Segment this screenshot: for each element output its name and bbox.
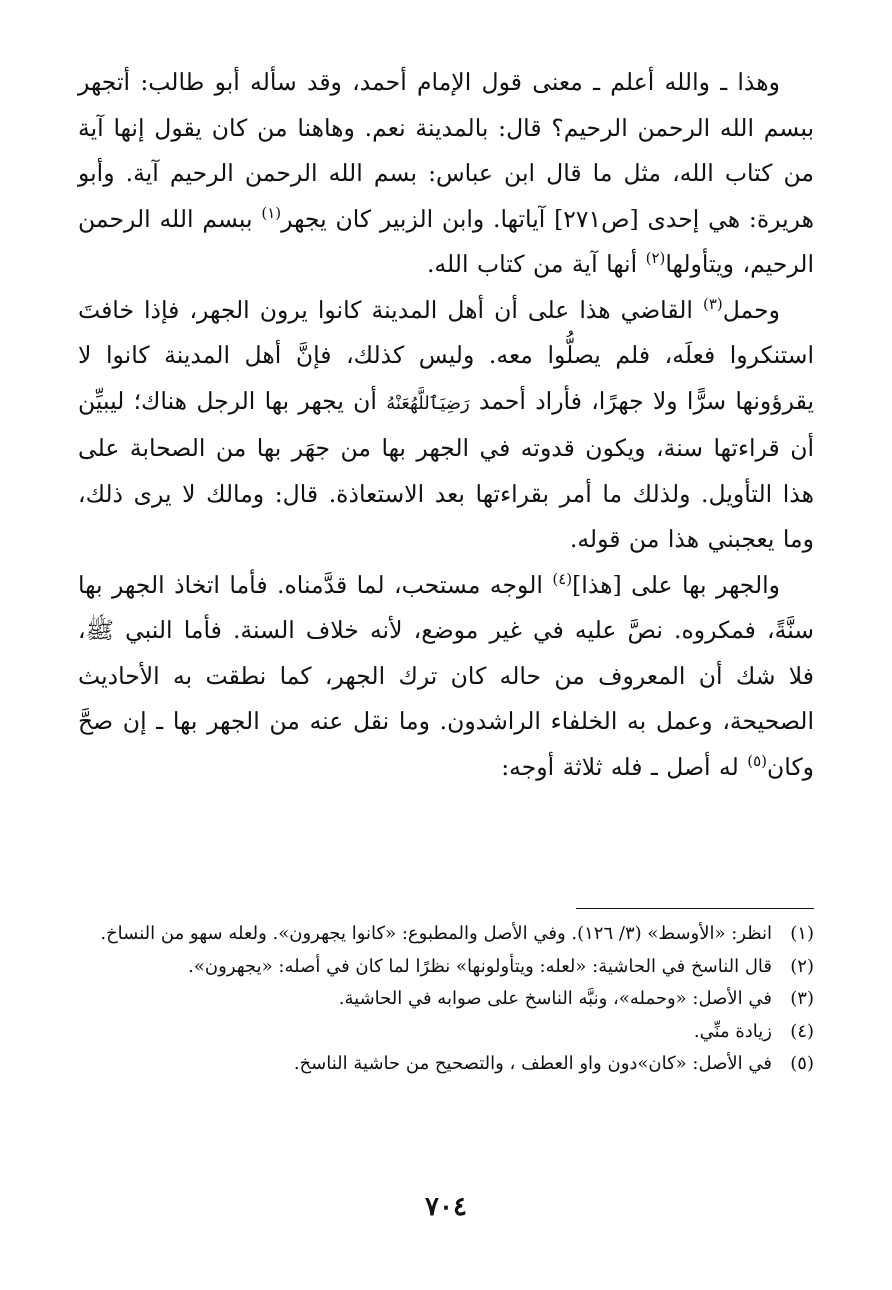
paragraph-3 bbox=[78, 563, 814, 791]
paragraph-2 bbox=[78, 288, 814, 563]
footnote-text: زيادة منِّي. bbox=[693, 1020, 772, 1042]
paragraph-3-part-a: والجهر بها على [هذا] bbox=[572, 570, 780, 599]
footnote-ref-2: (٢) bbox=[645, 249, 666, 268]
paragraph-1-part-b: ببسم الله الرحمن الرحيم، ويتأولها bbox=[78, 204, 814, 278]
honorific-radiyallahu-anhu: رَضِيَٱللَّهُعَنْهُ bbox=[386, 392, 470, 414]
footnote-number: (٣) bbox=[790, 988, 814, 1009]
footnote-5 bbox=[78, 1048, 814, 1081]
paragraph-2-part-b: القاضي هذا على أن أهل المدينة كانوا يرون الجهر، فإذا خافتَ استنكروا فعلَه، فلم يصلُّوا معه. وليس كذلك، فإنَّ أهل المدينة كانوا لا يقرؤونها سرًّا ولا جهرًا، فأراد أحمد bbox=[78, 295, 814, 415]
footnote-text: في الأصل: «كان»دون واو العطف ، والتصحيح من حاشية الناسخ. bbox=[293, 1053, 772, 1074]
paragraph-2-part-c: أن يجهر بها الرجل هناك؛ ليبيِّن أن قراءتها سنة، ويكون قدوته في الجهر بها من جهَر بها من الصحابة على هذا التأويل. ولذلك ما أمر بقراءتها بعد الاستعاذة. قال: ومالك لا يرى ذلك، وما يعجبني هذا من قوله. bbox=[78, 386, 814, 553]
footnotes-list bbox=[78, 918, 814, 1081]
footnote-ref-1: (١) bbox=[261, 203, 282, 222]
paragraph-2-part-a: وحمل bbox=[722, 295, 780, 324]
footnote-4 bbox=[78, 1016, 814, 1049]
footnote-number: (٥) bbox=[790, 1053, 814, 1074]
paragraph-1-part-a: وهذا ـ والله أعلم ـ معنى قول الإمام أحمد، وقد سأله أبو طالب: أتجهر ببسم الله الرحمن الرحيم؟ قال: بالمدينة نعم. وهاهنا من كان يقول إنها آية من كتاب الله، مثل ما قال ابن عباس: بسم الله الرحمن الرحيم آية. وأبو هريرة: هي إحدى [ص٢٧١] آياتها. وابن الزبير كان يجهر bbox=[78, 68, 814, 233]
footnote-ref-3: (٣) bbox=[702, 294, 723, 313]
footnote-number: (٤) bbox=[790, 1020, 814, 1042]
paragraph-1-part-c: أنها آية من كتاب الله. bbox=[426, 250, 646, 278]
footnote-text: قال الناسخ في الحاشية: «لعله: ويتأولونها» نظرًا لما كان في أصله: «يجهرون». bbox=[188, 955, 772, 977]
honorific-salallahu-alayhi: ﷺ bbox=[85, 616, 114, 644]
footnote-ref-4: (٤) bbox=[552, 569, 573, 588]
paragraph-3-part-b: الوجه مستحب، لما قدَّمناه. فأما اتخاذ الجهر بها سنَّةً، فمكروه. نصَّ عليه في غير موضع، لأنه خلاف السنة. فأما النبي bbox=[78, 570, 814, 644]
footnote-text: في الأصل: «وحمله»، ونبَّه الناسخ على صوابه في الحاشية. bbox=[338, 988, 772, 1009]
page-number: ٧٠٤ bbox=[425, 1192, 467, 1222]
footnote-ref-5: (٥) bbox=[747, 751, 768, 770]
footnote-2 bbox=[78, 951, 814, 984]
paragraph-1 bbox=[78, 60, 814, 288]
footnote-number: (٢) bbox=[790, 955, 814, 977]
footnote-3 bbox=[78, 983, 814, 1016]
main-text bbox=[78, 60, 814, 790]
footnote-number: (١) bbox=[790, 923, 814, 944]
footnote-text: انظر: «الأوسط» (٣/ ١٢٦). وفي الأصل والمطبوع: «كانوا يجهرون». ولعله سهو من النساخ. bbox=[100, 923, 772, 944]
page-content bbox=[78, 60, 814, 790]
footnote-1 bbox=[78, 918, 814, 951]
paragraph-3-part-c: ، فلا شك أن المعروف من حاله كان ترك الجهر، كما نطقت به الأحاديث الصحيحة، وعمل به الخلفاء الراشدون. وما نقل عنه من الجهر بها ـ إن صحَّ وكان bbox=[78, 616, 815, 781]
footnote-separator bbox=[576, 908, 814, 909]
paragraph-3-part-d: له أصل ـ فله ثلاثة أوجه: bbox=[501, 752, 748, 781]
